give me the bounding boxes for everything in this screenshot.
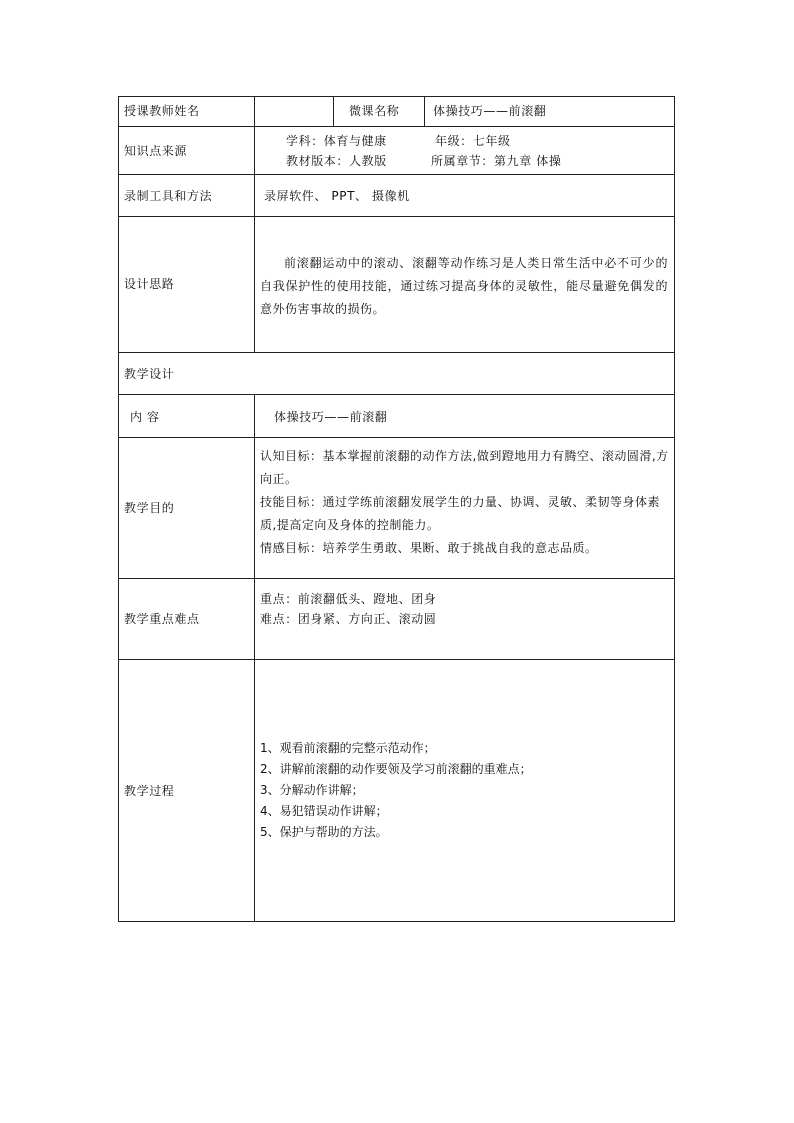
table-border (118, 126, 675, 127)
emotion-goal: 情感目标：培养学生勇敢、果断、敢于挑战自我的意志品质。 (260, 541, 598, 555)
edition-value: 教材版本：人教版 (286, 154, 387, 168)
process-step: 3、分解动作讲解； (260, 783, 364, 797)
teacher-name-label: 授课教师姓名 (124, 104, 200, 118)
table-border (118, 437, 675, 438)
tools-label: 录制工具和方法 (124, 189, 213, 203)
table-border (118, 96, 119, 922)
lesson-plan-table (118, 96, 675, 922)
chapter-value: 所属章节：第九章 体操 (431, 154, 562, 168)
teaching-goal-text (260, 445, 670, 560)
design-idea-label: 设计思路 (124, 277, 175, 291)
key-point-focus: 重点：前滚翻低头、蹬地、团身 (260, 592, 437, 606)
content-label: 内 容 (130, 410, 160, 424)
table-border (424, 96, 425, 126)
design-idea-text: 前滚翻运动中的滚动、滚翻等动作练习是人类日常生活中必不可少的自我保护性的使用技能，通过练习提高身体的灵敏性，能尽量避免偶发的意外伤害事故的损伤。 (260, 256, 668, 316)
table-border (254, 96, 255, 352)
table-border (254, 394, 255, 922)
teaching-goal-label: 教学目的 (124, 501, 175, 515)
teaching-process-label: 教学过程 (124, 784, 175, 798)
microclass-name-value: 体操技巧——前滚翻 (433, 104, 547, 118)
table-border (118, 921, 675, 922)
teaching-design-heading: 教学设计 (124, 367, 175, 381)
content-value: 体操技巧——前滚翻 (274, 410, 388, 424)
microclass-name-label: 微课名称 (349, 104, 400, 118)
table-border (118, 659, 675, 660)
cognitive-goal: 认知目标：基本掌握前滚翻的动作方法,做到蹬地用力有腾空、滚动圆滑,方向正。 (260, 449, 669, 486)
table-border (118, 174, 675, 175)
key-point-difficulty: 难点：团身紧、方向正、滚动圆 (260, 612, 437, 626)
tools-value: 录屏软件、 PPT、 摄像机 (264, 189, 410, 203)
table-border (118, 352, 675, 353)
table-border (333, 96, 334, 126)
subject-value: 学科：体育与健康 (286, 134, 387, 148)
skill-goal: 技能目标：通过学练前滚翻发展学生的力量、协调、灵敏、柔韧等身体素质,提高定向及身体的控制能力。 (260, 495, 661, 532)
table-border (674, 96, 675, 922)
table-border (118, 394, 675, 395)
table-border (118, 216, 675, 217)
process-step: 4、易犯错误动作讲解； (260, 804, 388, 818)
process-step: 2、讲解前滚翻的动作要领及学习前滚翻的重难点； (260, 762, 532, 776)
table-border (118, 96, 675, 97)
table-border (118, 578, 675, 579)
key-points-label: 教学重点难点 (124, 612, 200, 626)
grade-value: 年级：七年级 (435, 134, 511, 148)
teaching-process-steps (260, 738, 532, 843)
knowledge-source-label: 知识点来源 (124, 144, 188, 158)
process-step: 5、保护与帮助的方法。 (260, 825, 388, 839)
process-step: 1、观看前滚翻的完整示范动作； (260, 741, 436, 755)
